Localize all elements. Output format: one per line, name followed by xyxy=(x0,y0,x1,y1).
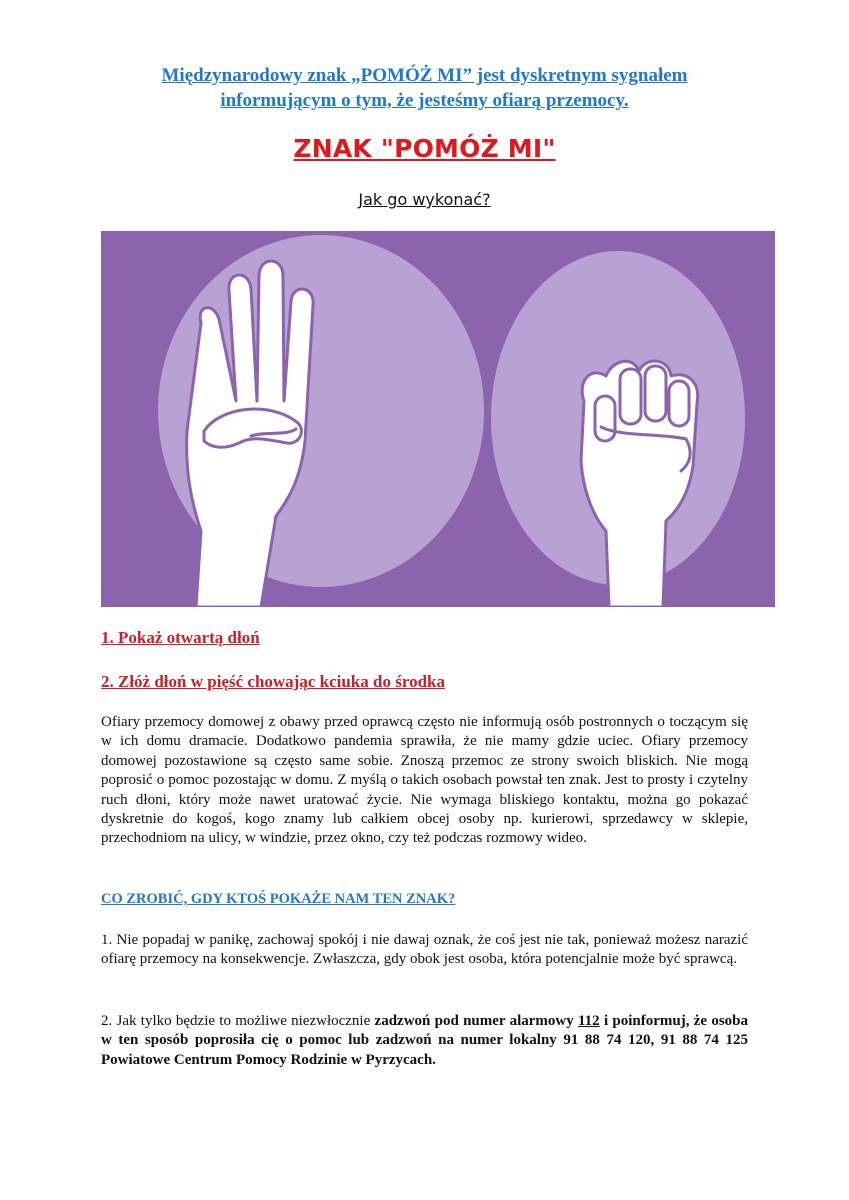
description-paragraph: Ofiary przemocy domowej z obawy przed oprawcą często nie informują osób postronnych o toczącym się w ich domu dramacie. Dodatkowo pandemia sprawiła, że nie mamy gdzie uciec. Ofiary przemocy domowej pozostawione są często same sobie. Znoszą przemoc ze strony swoich bliskich. Nie mogą poprosić o pomoc pozostając w domu. Z myślą o takich osobach powstał ten znak. Jest to prosty i czytelny ruch dłoni, który może nawet uratować życie. Nie wymaga bliskiego kontaktu, można go pokazać dyskretnie do kogoś, kogo znamy lub całkiem obcej osoby np. kurierowi, sprzedawcy w sklepie, przechodniom na ulicy, w windzie, przez okno, czy też podczas rozmowy wideo. xyxy=(101,714,748,847)
emergency-number: 112 xyxy=(578,1013,600,1029)
instruction-2-call-text: zadzwoń pod numer alarmowy xyxy=(374,1013,578,1029)
intro-line-2: informującym o tym, że jesteśmy ofiarą przemocy. xyxy=(220,90,629,111)
page-title: ZNAK "POMÓŻ MI" xyxy=(293,134,556,163)
intro-heading xyxy=(80,63,769,113)
instruction-2-intro: 2. Jak tylko będzie to możliwe niezwłocznie xyxy=(101,1013,375,1029)
intro-line-1: Międzynarodowy znak „POMÓŻ MI” jest dyskretnym sygnałem xyxy=(161,65,688,86)
page-subtitle: Jak go wykonać? xyxy=(358,190,491,209)
step-1: 1. Pokaż otwartą dłoń xyxy=(101,628,260,647)
section-heading-what-to-do: CO ZROBIĆ, GDY KTOŚ POKAŻE NAM TEN ZNAK? xyxy=(101,891,456,907)
help-sign-illustration xyxy=(101,231,775,607)
instruction-2 xyxy=(101,1012,748,1070)
instruction-1: 1. Nie popadaj w panikę, zachowaj spokój i nie dawaj oznak, że coś jest nie tak, ponieważ możesz narazić ofiarę przemocy na konsekwencje. Zwłaszcza, gdy obok jest osoba, która potencjalnie może być sprawcą. xyxy=(101,932,748,968)
step-2: 2. Złóż dłoń w pięść chowając kciuka do środka xyxy=(101,672,445,691)
instruction-2-contact-text: i poinformuj, że osoba w ten sposób poprosiła cię o pomoc lub zadzwoń na numer lokalny 91 88 74 120, 91 88 74 125 Powiatowe Centrum Pomocy Rodzinie w Pyrzycach. xyxy=(101,1013,748,1068)
